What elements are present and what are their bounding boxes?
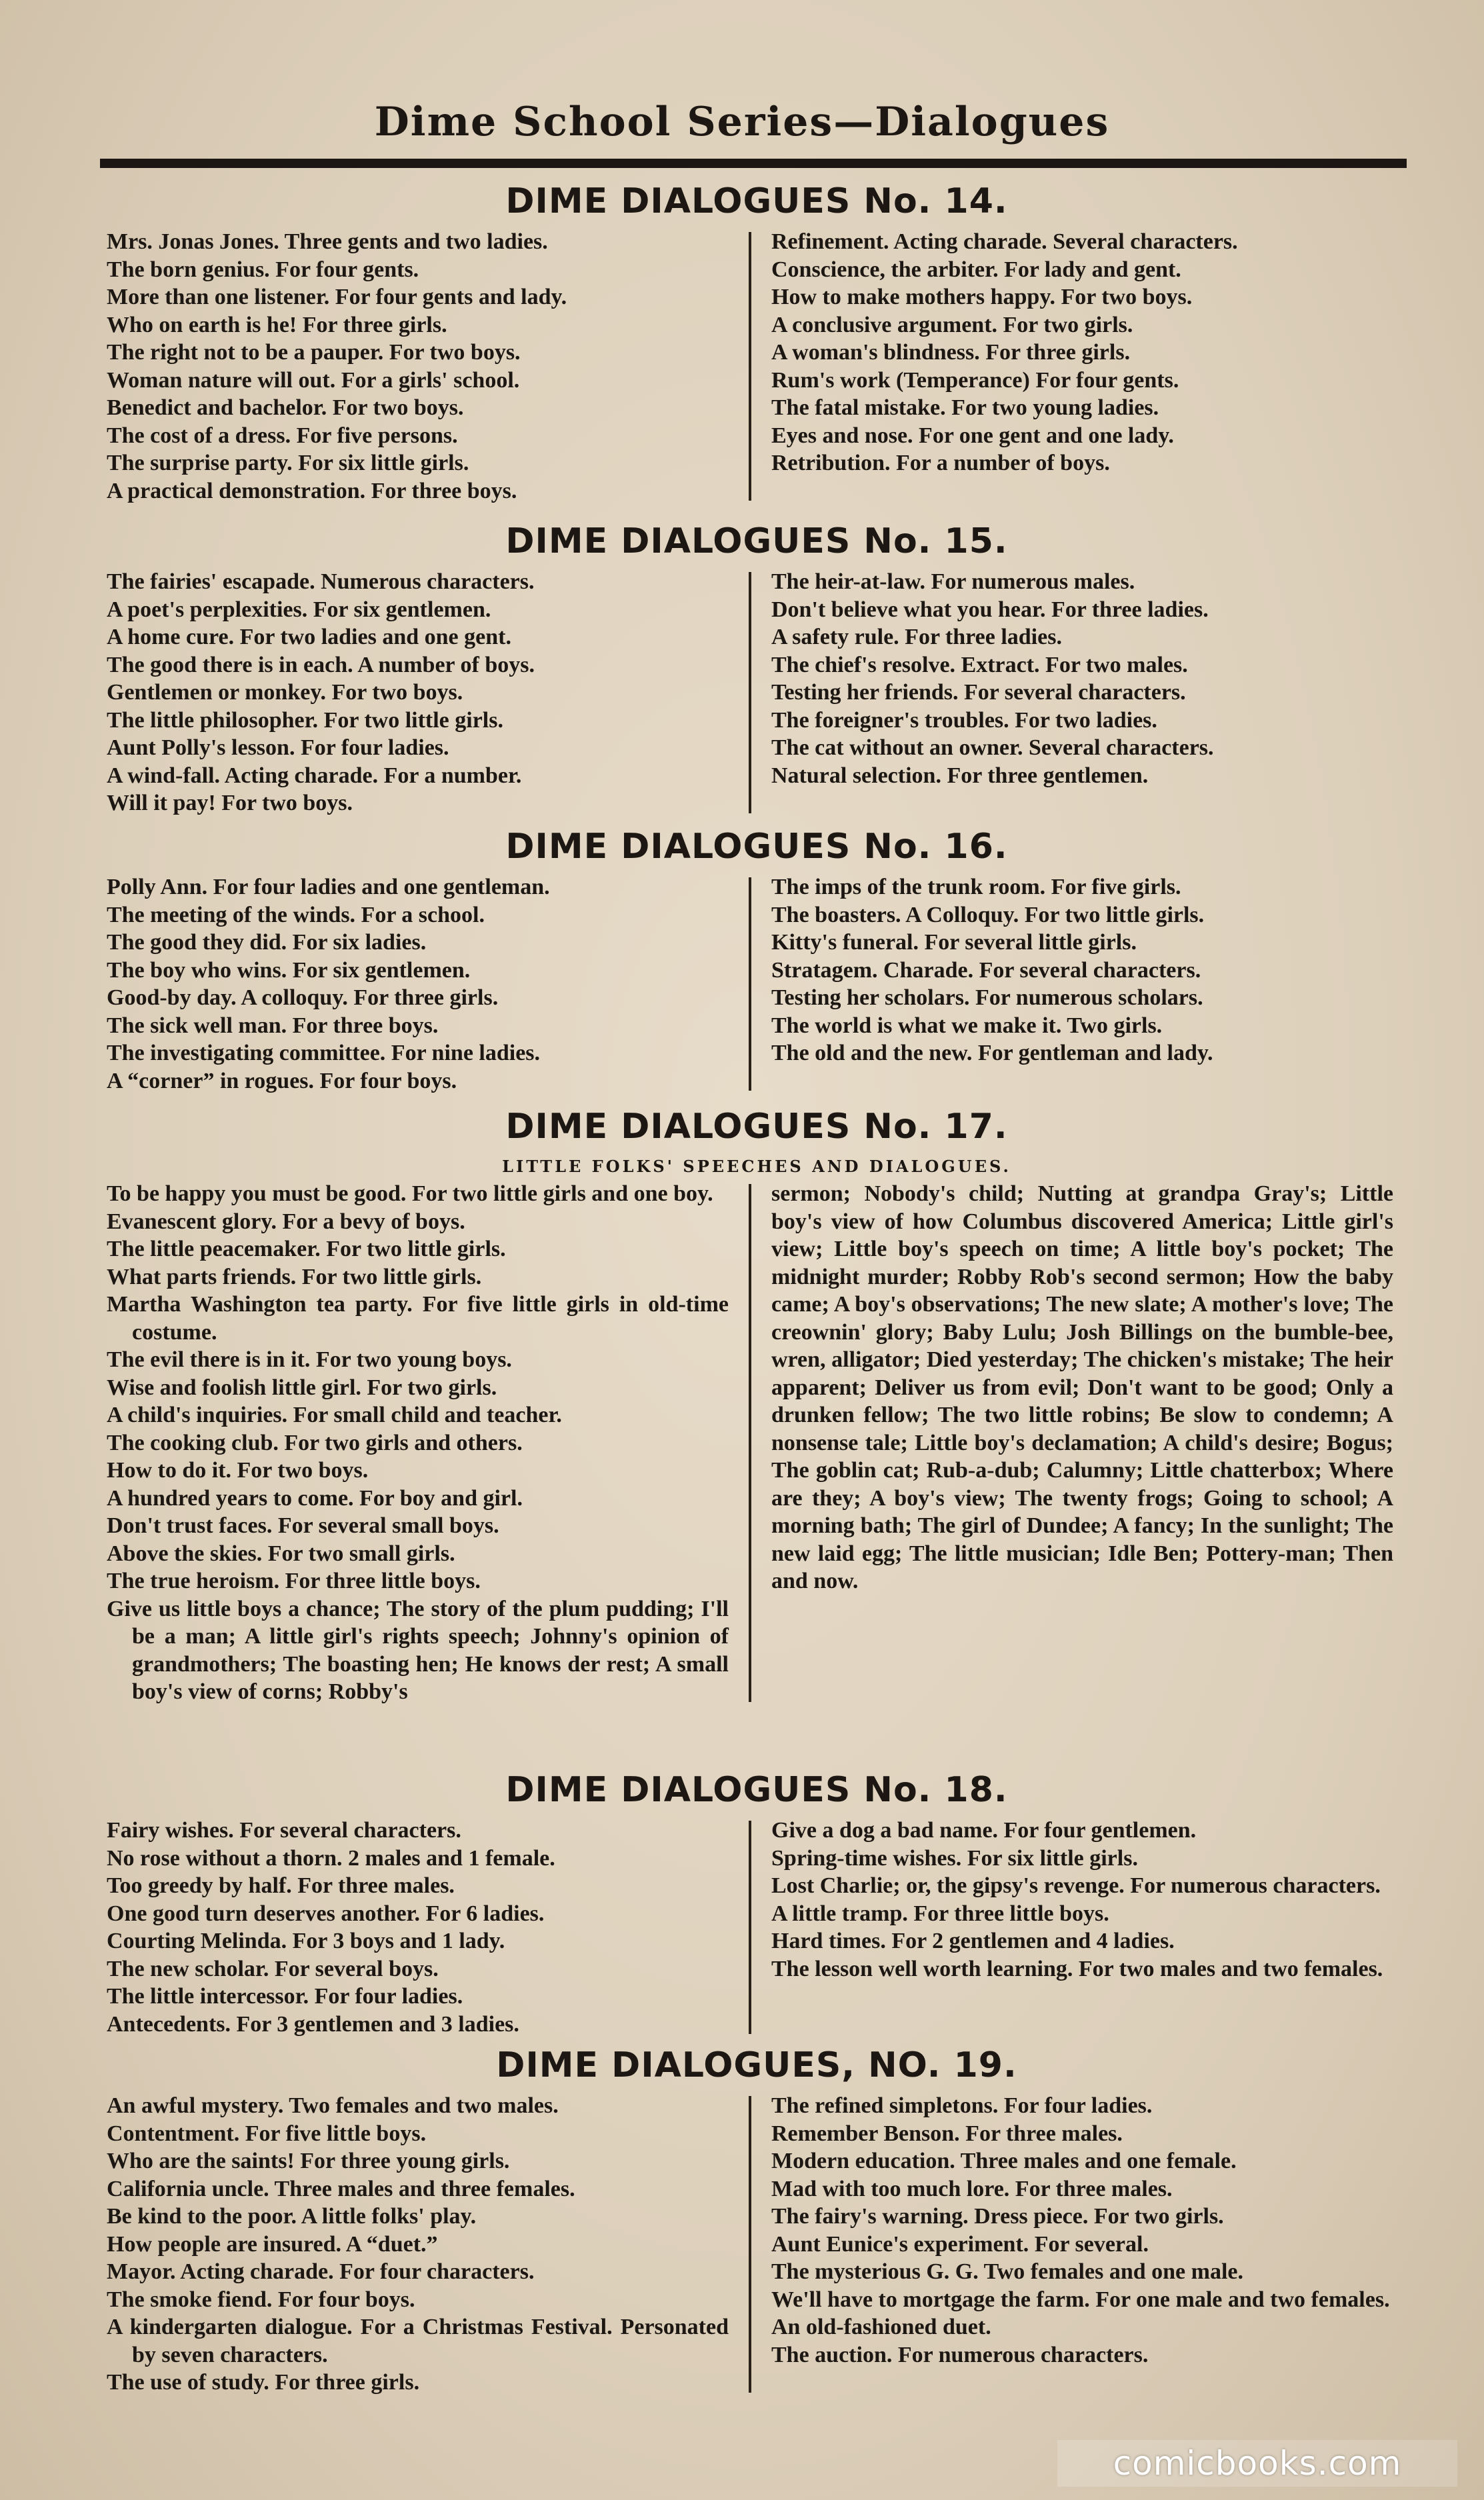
dialogue-entry: Testing her friends. For several characters. <box>771 680 1186 705</box>
section-title: DIME DIALOGUES No. 16. <box>505 827 1008 867</box>
dialogue-entry: Be kind to the poor. A little folks' play. <box>107 2204 477 2229</box>
dialogue-entry: A practical demonstration. For three boys. <box>107 478 517 503</box>
dialogue-entry: Remember Benson. For three males. <box>771 2121 1123 2146</box>
dialogue-entry: One good turn deserves another. For 6 ladies. <box>107 1901 545 1926</box>
dialogue-entry: Lost Charlie; or, the gipsy's revenge. For numerous characters. <box>771 1873 1381 1898</box>
dialogue-entry: We'll have to mortgage the farm. For one male and two females. <box>771 2287 1390 2312</box>
section-columns <box>107 1180 1407 1706</box>
right-column <box>757 1817 1393 2038</box>
section-columns <box>107 228 1407 505</box>
dialogue-entry: The use of study. For three girls. <box>107 2370 420 2395</box>
section-no-15 <box>107 515 1407 817</box>
section-columns <box>107 2092 1407 2397</box>
dialogue-entry: How to make mothers happy. For two boys. <box>771 285 1193 309</box>
dialogue-entry: The good they did. For six ladies. <box>107 930 427 955</box>
dialogue-entry: Who on earth is he! For three girls. <box>107 312 447 337</box>
left-column <box>107 1817 743 2038</box>
dialogue-entry: A woman's blindness. For three girls. <box>771 340 1131 365</box>
dialogue-entry: Aunt Eunice's experiment. For several. <box>771 2231 1149 2257</box>
dialogue-entry: Mayor. Acting charade. For four characters. <box>107 2259 535 2284</box>
section-no-18 <box>107 1763 1407 2038</box>
section-no-16 <box>107 820 1407 1095</box>
dialogue-entry: The little philosopher. For two little girls. <box>107 707 503 733</box>
section-title: DIME DIALOGUES No. 17. <box>505 1107 1008 1147</box>
dialogue-entry: Eyes and nose. For one gent and one lady. <box>771 423 1174 448</box>
watermark: comicbooks.com <box>1057 2440 1457 2487</box>
dialogue-entry: Don't believe what you hear. For three ladies. <box>771 597 1209 622</box>
section-columns <box>107 873 1407 1095</box>
dialogue-entry: A conclusive argument. For two girls. <box>771 312 1133 337</box>
column-divider <box>749 1184 751 1702</box>
left-column <box>107 568 743 817</box>
dialogue-entry: The investigating committee. For nine ladies. <box>107 1041 541 1065</box>
dialogue-entry: A hundred years to come. For boy and girl. <box>107 1485 523 1511</box>
left-column <box>107 1180 743 1706</box>
dialogue-entry: What parts friends. For two little girls. <box>107 1264 482 1289</box>
dialogue-entry: The fairies' escapade. Numerous characters. <box>107 569 535 594</box>
section-subtitle: LITTLE FOLKS' SPEECHES AND DIALOGUES. <box>502 1157 1011 1176</box>
dialogue-entry: Polly Ann. For four ladies and one gentleman. <box>107 875 550 899</box>
dialogue-entry: To be happy you must be good. For two little girls and one boy. <box>107 1181 713 1206</box>
dialogue-entry: More than one listener. For four gents and lady. <box>107 285 567 309</box>
dialogue-entry: The lesson well worth learning. For two males and two females. <box>771 1956 1383 1981</box>
column-divider <box>749 232 751 501</box>
dialogue-entry: Who are the saints! For three young girls. <box>107 2149 510 2173</box>
dialogue-entry: The auction. For numerous characters. <box>771 2342 1149 2367</box>
dialogue-entry: No rose without a thorn. 2 males and 1 female. <box>107 1845 555 1871</box>
dialogue-entry: Above the skies. For two small girls. <box>107 1541 455 1566</box>
dialogue-entry: Aunt Polly's lesson. For four ladies. <box>107 735 449 760</box>
dialogue-entry: Refinement. Acting charade. Several characters. <box>771 229 1238 254</box>
dialogue-entry: The born genius. For four gents. <box>107 257 419 282</box>
dialogue-entry: The sick well man. For three boys. <box>107 1013 439 1038</box>
right-column <box>757 1180 1393 1706</box>
left-column <box>107 2092 743 2397</box>
dialogue-entry: The cat without an owner. Several characters. <box>771 735 1214 760</box>
dialogue-entry: Modern education. Three males and one female. <box>771 2149 1237 2173</box>
left-column <box>107 228 743 505</box>
dialogue-entry: How people are insured. A “duet.” <box>107 2231 438 2257</box>
dialogue-entry: Will it pay! For two boys. <box>107 791 353 815</box>
section-title: DIME DIALOGUES, NO. 19. <box>496 2045 1017 2085</box>
dialogue-entry: A “corner” in rogues. For four boys. <box>107 1068 457 1093</box>
dialogue-entry: Natural selection. For three gentlemen. <box>771 763 1149 788</box>
dialogue-entry: Benedict and bachelor. For two boys. <box>107 395 464 420</box>
section-no-19 <box>107 2039 1407 2397</box>
dialogue-entry: The mysterious G. G. Two females and one male. <box>771 2259 1243 2284</box>
dialogue-entry: A child's inquiries. For small child and teacher. <box>107 1403 562 1427</box>
dialogue-entry: The surprise party. For six little girls. <box>107 451 469 475</box>
dialogue-entry: The meeting of the winds. For a school. <box>107 902 485 927</box>
dialogue-entry: Fairy wishes. For several characters. <box>107 1818 461 1843</box>
dialogue-entry: Kitty's funeral. For several little girls. <box>771 930 1137 955</box>
left-column <box>107 873 743 1095</box>
dialogue-entry: Contentment. For five little boys. <box>107 2121 427 2146</box>
dialogue-entry: A wind-fall. Acting charade. For a number. <box>107 763 522 788</box>
dialogue-entry: An awful mystery. Two females and two males. <box>107 2093 559 2118</box>
dialogue-entry: The fairy's warning. Dress piece. For two girls. <box>771 2204 1224 2229</box>
dialogue-entry: The world is what we make it. Two girls. <box>771 1013 1163 1038</box>
dialogue-entry: How to do it. For two boys. <box>107 1458 369 1483</box>
dialogue-entry: Rum's work (Temperance) For four gents. <box>771 367 1179 393</box>
dialogue-entry: Too greedy by half. For three males. <box>107 1873 455 1898</box>
section-title: DIME DIALOGUES No. 15. <box>505 521 1008 561</box>
dialogue-entry: The chief's resolve. Extract. For two males. <box>771 652 1188 677</box>
dialogue-entry: Martha Washington tea party. For five little girls in old-time costume. <box>107 1292 729 1345</box>
dialogue-entry: Woman nature will out. For a girls' school. <box>107 367 520 393</box>
column-divider <box>749 877 751 1091</box>
dialogue-entry: The boy who wins. For six gentlemen. <box>107 957 471 983</box>
dialogue-entry: Gentlemen or monkey. For two boys. <box>107 680 463 705</box>
dialogue-entry: The right not to be a pauper. For two boys. <box>107 340 521 365</box>
dialogue-entry: Hard times. For 2 gentlemen and 4 ladies. <box>771 1929 1175 1953</box>
dialogue-entry: The boasters. A Colloquy. For two little girls. <box>771 902 1205 927</box>
dialogue-entry: The cost of a dress. For five persons. <box>107 423 458 448</box>
dialogue-entry: Mrs. Jonas Jones. Three gents and two ladies. <box>107 229 548 254</box>
section-columns <box>107 1817 1407 2038</box>
column-divider <box>749 1821 751 2034</box>
column-divider <box>749 572 751 813</box>
right-column <box>757 873 1393 1095</box>
header-rule <box>100 159 1407 168</box>
dialogue-entry: Retribution. For a number of boys. <box>771 451 1110 475</box>
dialogue-entry: California uncle. Three males and three females. <box>107 2176 575 2201</box>
right-column <box>757 568 1393 817</box>
dialogue-entry: Conscience, the arbiter. For lady and gent. <box>771 257 1181 282</box>
speeches-list: sermon; Nobody's child; Nutting at grandpa Gray's; Little boy's view of how Columbus discovered America; Little girl's view; Little boy's speech on time; A little boy's pocket; The midnight murder; Robby Rob's second sermon; How the baby came; A boy's observations; The new slate; A mother's love; The creownin' glory; Baby Lulu; Josh Billings on the bumble-bee, wren, alligator; Died yesterday; The chicken's mistake; The heir apparent; Deliver us from evil; Don't want to be good; Only a drunken fellow; The two little robins; Be slow to condemn; A nonsense tale; Little boy's declamation; A child's desire; Bogus; The goblin cat; Rub-a-dub; Calumny; Little chatterbox; Where are they; A boy's view; The twenty frogs; Going to school; A morning bath; The girl of Dundee; A fancy; In the sunlight; The new laid egg; The little musician; Idle Ben; Pottery-man; Then and now. <box>771 1181 1393 1593</box>
dialogue-entry: Give a dog a bad name. For four gentlemen. <box>771 1818 1197 1843</box>
dialogue-entry: The new scholar. For several boys. <box>107 1956 439 1981</box>
section-title: DIME DIALOGUES No. 14. <box>505 181 1008 221</box>
right-column <box>757 2092 1393 2397</box>
dialogue-entry: The fatal mistake. For two young ladies. <box>771 395 1159 420</box>
dialogue-entry: Don't trust faces. For several small boys. <box>107 1513 499 1538</box>
dialogue-entry: A safety rule. For three ladies. <box>771 625 1062 649</box>
dialogue-entry: Mad with too much lore. For three males. <box>771 2176 1173 2201</box>
section-no-14 <box>107 175 1407 505</box>
dialogue-entry: Good-by day. A colloquy. For three girls. <box>107 985 499 1010</box>
dialogue-entry: Courting Melinda. For 3 boys and 1 lady. <box>107 1929 505 1953</box>
dialogue-entry: A home cure. For two ladies and one gent. <box>107 625 511 649</box>
dialogue-entry: An old-fashioned duet. <box>771 2315 991 2339</box>
dialogue-entry: The cooking club. For two girls and others. <box>107 1430 523 1455</box>
dialogue-entry: The smoke fiend. For four boys. <box>107 2287 415 2312</box>
dialogue-entry: Stratagem. Charade. For several characters. <box>771 957 1201 983</box>
dialogue-entry: The little intercessor. For four ladies. <box>107 1984 463 2009</box>
dialogue-entry: A kindergarten dialogue. For a Christmas Festival. Personated by seven characters. <box>107 2315 729 2367</box>
dialogue-entry: A little tramp. For three little boys. <box>771 1901 1109 1926</box>
dialogue-entry: Spring-time wishes. For six little girls. <box>771 1845 1138 1871</box>
dialogue-entry: Wise and foolish little girl. For two girls. <box>107 1375 497 1400</box>
dialogue-entry: Testing her scholars. For numerous scholars. <box>771 985 1203 1010</box>
section-columns <box>107 568 1407 817</box>
dialogue-entry: The heir-at-law. For numerous males. <box>771 569 1135 594</box>
dialogue-entry: The refined simpletons. For four ladies. <box>771 2093 1153 2118</box>
right-column <box>757 228 1393 505</box>
column-divider <box>749 2096 751 2393</box>
section-title: DIME DIALOGUES No. 18. <box>505 1770 1008 1810</box>
dialogue-entry: The foreigner's troubles. For two ladies. <box>771 707 1157 733</box>
dialogue-entry: Give us little boys a chance; The story of the plum pudding; I'll be a man; A little girl's rights speech; Johnny's opinion of grandmothers; The boasting hen; He knows der rest; A small boy's view of corns; Robby's <box>107 1596 729 1704</box>
dialogue-entry: The good there is in each. A number of boys. <box>107 652 535 677</box>
dialogue-entry: The true heroism. For three little boys. <box>107 1569 481 1593</box>
dialogue-entry: The imps of the trunk room. For five girls. <box>771 875 1181 899</box>
dialogue-entry: The old and the new. For gentleman and lady. <box>771 1041 1213 1065</box>
dialogue-entry: Antecedents. For 3 gentlemen and 3 ladies. <box>107 2011 519 2037</box>
section-no-17 <box>107 1100 1407 1706</box>
dialogue-entry: The little peacemaker. For two little girls. <box>107 1237 506 1261</box>
dialogue-entry: A poet's perplexities. For six gentlemen. <box>107 597 491 622</box>
dialogue-entry: Evanescent glory. For a bevy of boys. <box>107 1209 465 1234</box>
running-head: Dime School Series—Dialogues <box>374 99 1110 145</box>
dialogue-entry: The evil there is in it. For two young boys. <box>107 1347 512 1372</box>
